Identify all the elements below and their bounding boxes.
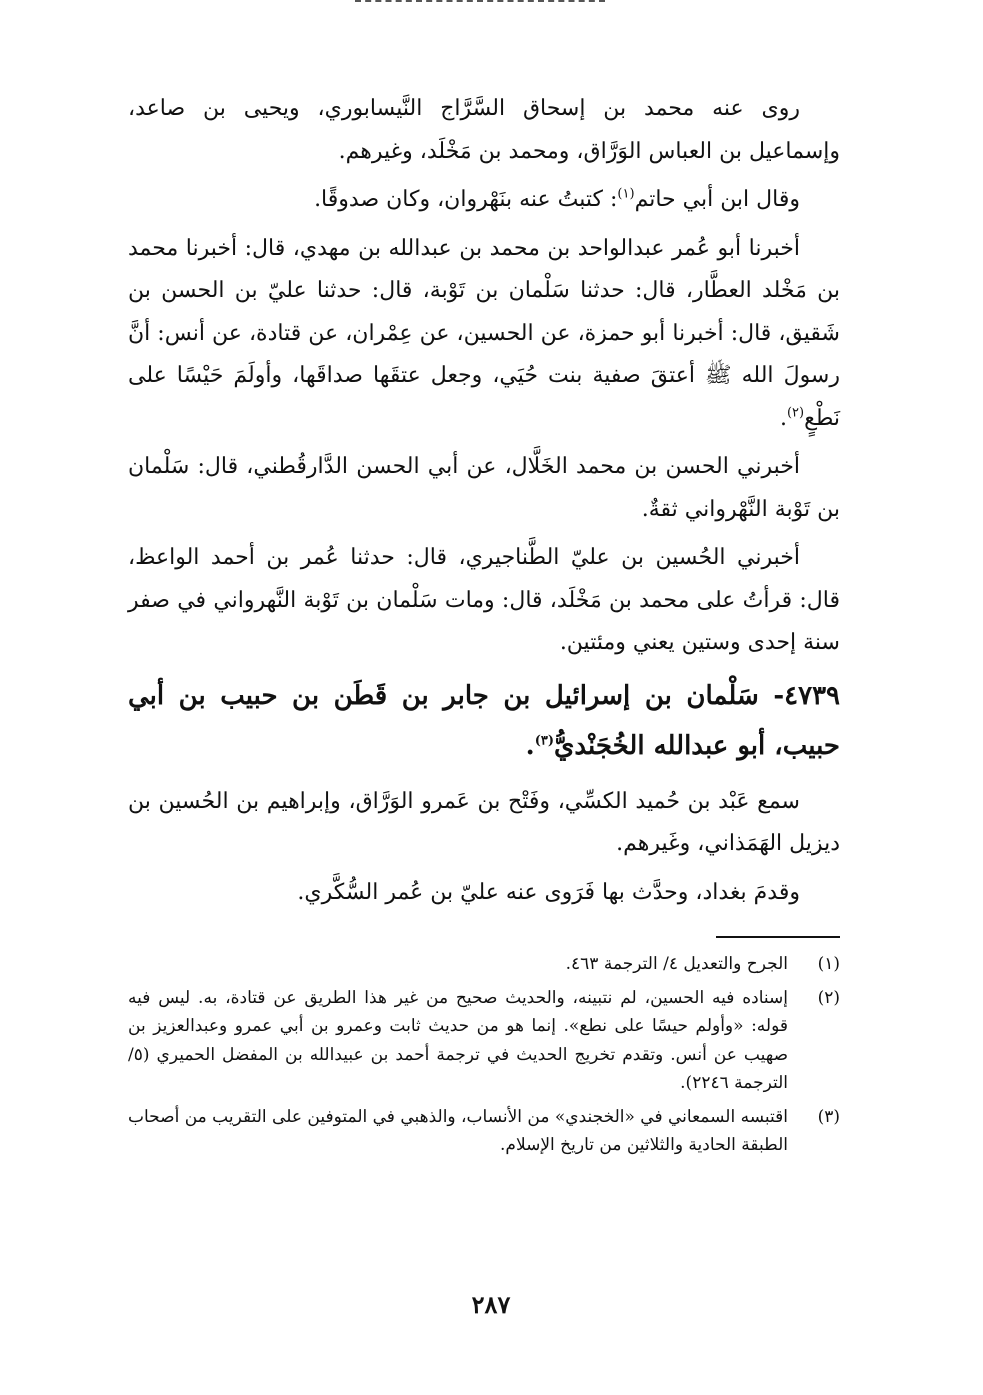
footnote-number: (٣): [817, 1106, 840, 1127]
footnote-text: الجرح والتعديل ٤/ الترجمة ٤٦٣.: [565, 954, 788, 974]
footnote-number: (٢): [817, 987, 840, 1008]
paragraph-daraqutni: أخبرني الحسن بن محمد الخَلَّال، عن أبي الحسن الدَّارقُطني، قال: سَلْمان بن تَوْبة النَّهْرواني ثقةٌ.: [128, 454, 840, 522]
entry-heading-4739: [128, 671, 840, 771]
entry-heading-end: .: [525, 730, 535, 761]
footnote-1: [128, 950, 840, 979]
top-header-rule: [355, 0, 605, 5]
footnote-text: اقتبسه السمعاني في «الخجندي» من الأنساب، والذهبي في المتوفين على التقريب من أصحاب الطبقة الحادية والثلاثين من تاريخ الإسلام.: [128, 1106, 788, 1155]
footnote-ref-2: (٢): [786, 405, 805, 421]
footnote-separator: [716, 936, 840, 938]
entry-heading-text: ٤٧٣٩- سَلْمان بن إسرائيل بن جابر بن قَطَن بن حبيب بن أبي حبيب، أبو عبدالله الخُجَنْديُّ: [128, 680, 840, 761]
paragraph-heard-from: سمع عَبْد بن حُميد الكسِّي، وفَتْح بن عَمرو الوَرَّاق، وإبراهيم بن الحُسين بن ديزيل الهَمَذاني، وغَيرهم.: [128, 788, 840, 856]
paragraph-text: : كتبتُ عنه بنَهْروان، وكان صدوقًا.: [314, 187, 618, 212]
footnote-2: [128, 984, 840, 1098]
footnote-ref-1: (١): [617, 186, 635, 202]
paragraph-hadith-isnad: [128, 228, 840, 441]
paragraph-text: وقال ابن أبي حاتم: [634, 187, 800, 212]
paragraph-narrators: روى عنه محمد بن إسحاق السَّرَّاج النَّيسابوري، ويحيى بن صاعد، وإسماعيل بن العباس الوَرَّاق، ومحمد بن مَخْلَد، وغيرهم.: [128, 96, 840, 164]
main-text-block: [128, 88, 840, 920]
page-number: ٢٨٧: [471, 1290, 511, 1319]
paragraph-text: .: [779, 405, 787, 431]
footnote-ref-3: (٣): [534, 732, 554, 748]
footnotes-block: [128, 950, 840, 1165]
paragraph-text: أخبرنا أبو عُمر عبدالواحد بن محمد بن عبدالله بن مهدي، قال: أخبرنا محمد بن مَخْلد العطَّار، قال: حدثنا سَلْمان بن تَوْبة، قال: حدثنا عليّ بن الحسن بن شَقيق، قال: أخبرنا أبو حمزة، عن الحسين، عن عِمْران، عن قتادة، عن أنس: أنَّ رسولَ الله ﷺ أعتقَ صفية بنت حُيَي، وجعل عتقَها صداقَها، وأولَمَ حَيْسًا على نَطْعٍ: [128, 235, 840, 431]
paragraph-death-date: أخبرني الحُسين بن عليّ الطَّناجيري، قال: حدثنا عُمر بن أحمد الواعظ، قال: قرأتُ على محمد بن مَخْلَد، قال: ومات سَلْمان بن تَوْبة النَّهرواني في صفر سنة إحدى وستين يعني ومئتين.: [128, 545, 840, 655]
footnote-number: (١): [817, 954, 840, 974]
paragraph-ibn-abi-hatim: [128, 179, 840, 222]
footnote-text: إسناده فيه الحسين، لم نتبينه، والحديث صحيح من غير هذا الطريق عن قتادة، به. ليس فيه قوله: «وأولم حيسًا على نطع». إنما هو من حديث ثابت وعمرو بن أبي عمرو وعبدالعزيز بن صهيب عن أنس. وتقدم تخريج الحديث في ترجمة أحمد بن عبيدالله بن المفضل الحميري (٥/ الترجمة ٢٢٤٦).: [128, 987, 788, 1093]
footnote-3: [128, 1103, 840, 1160]
paragraph-baghdad: وقدمَ بغداد، وحدَّث بها فَرَوى عنه عليّ بن عُمر السُّكَّري.: [297, 879, 800, 905]
